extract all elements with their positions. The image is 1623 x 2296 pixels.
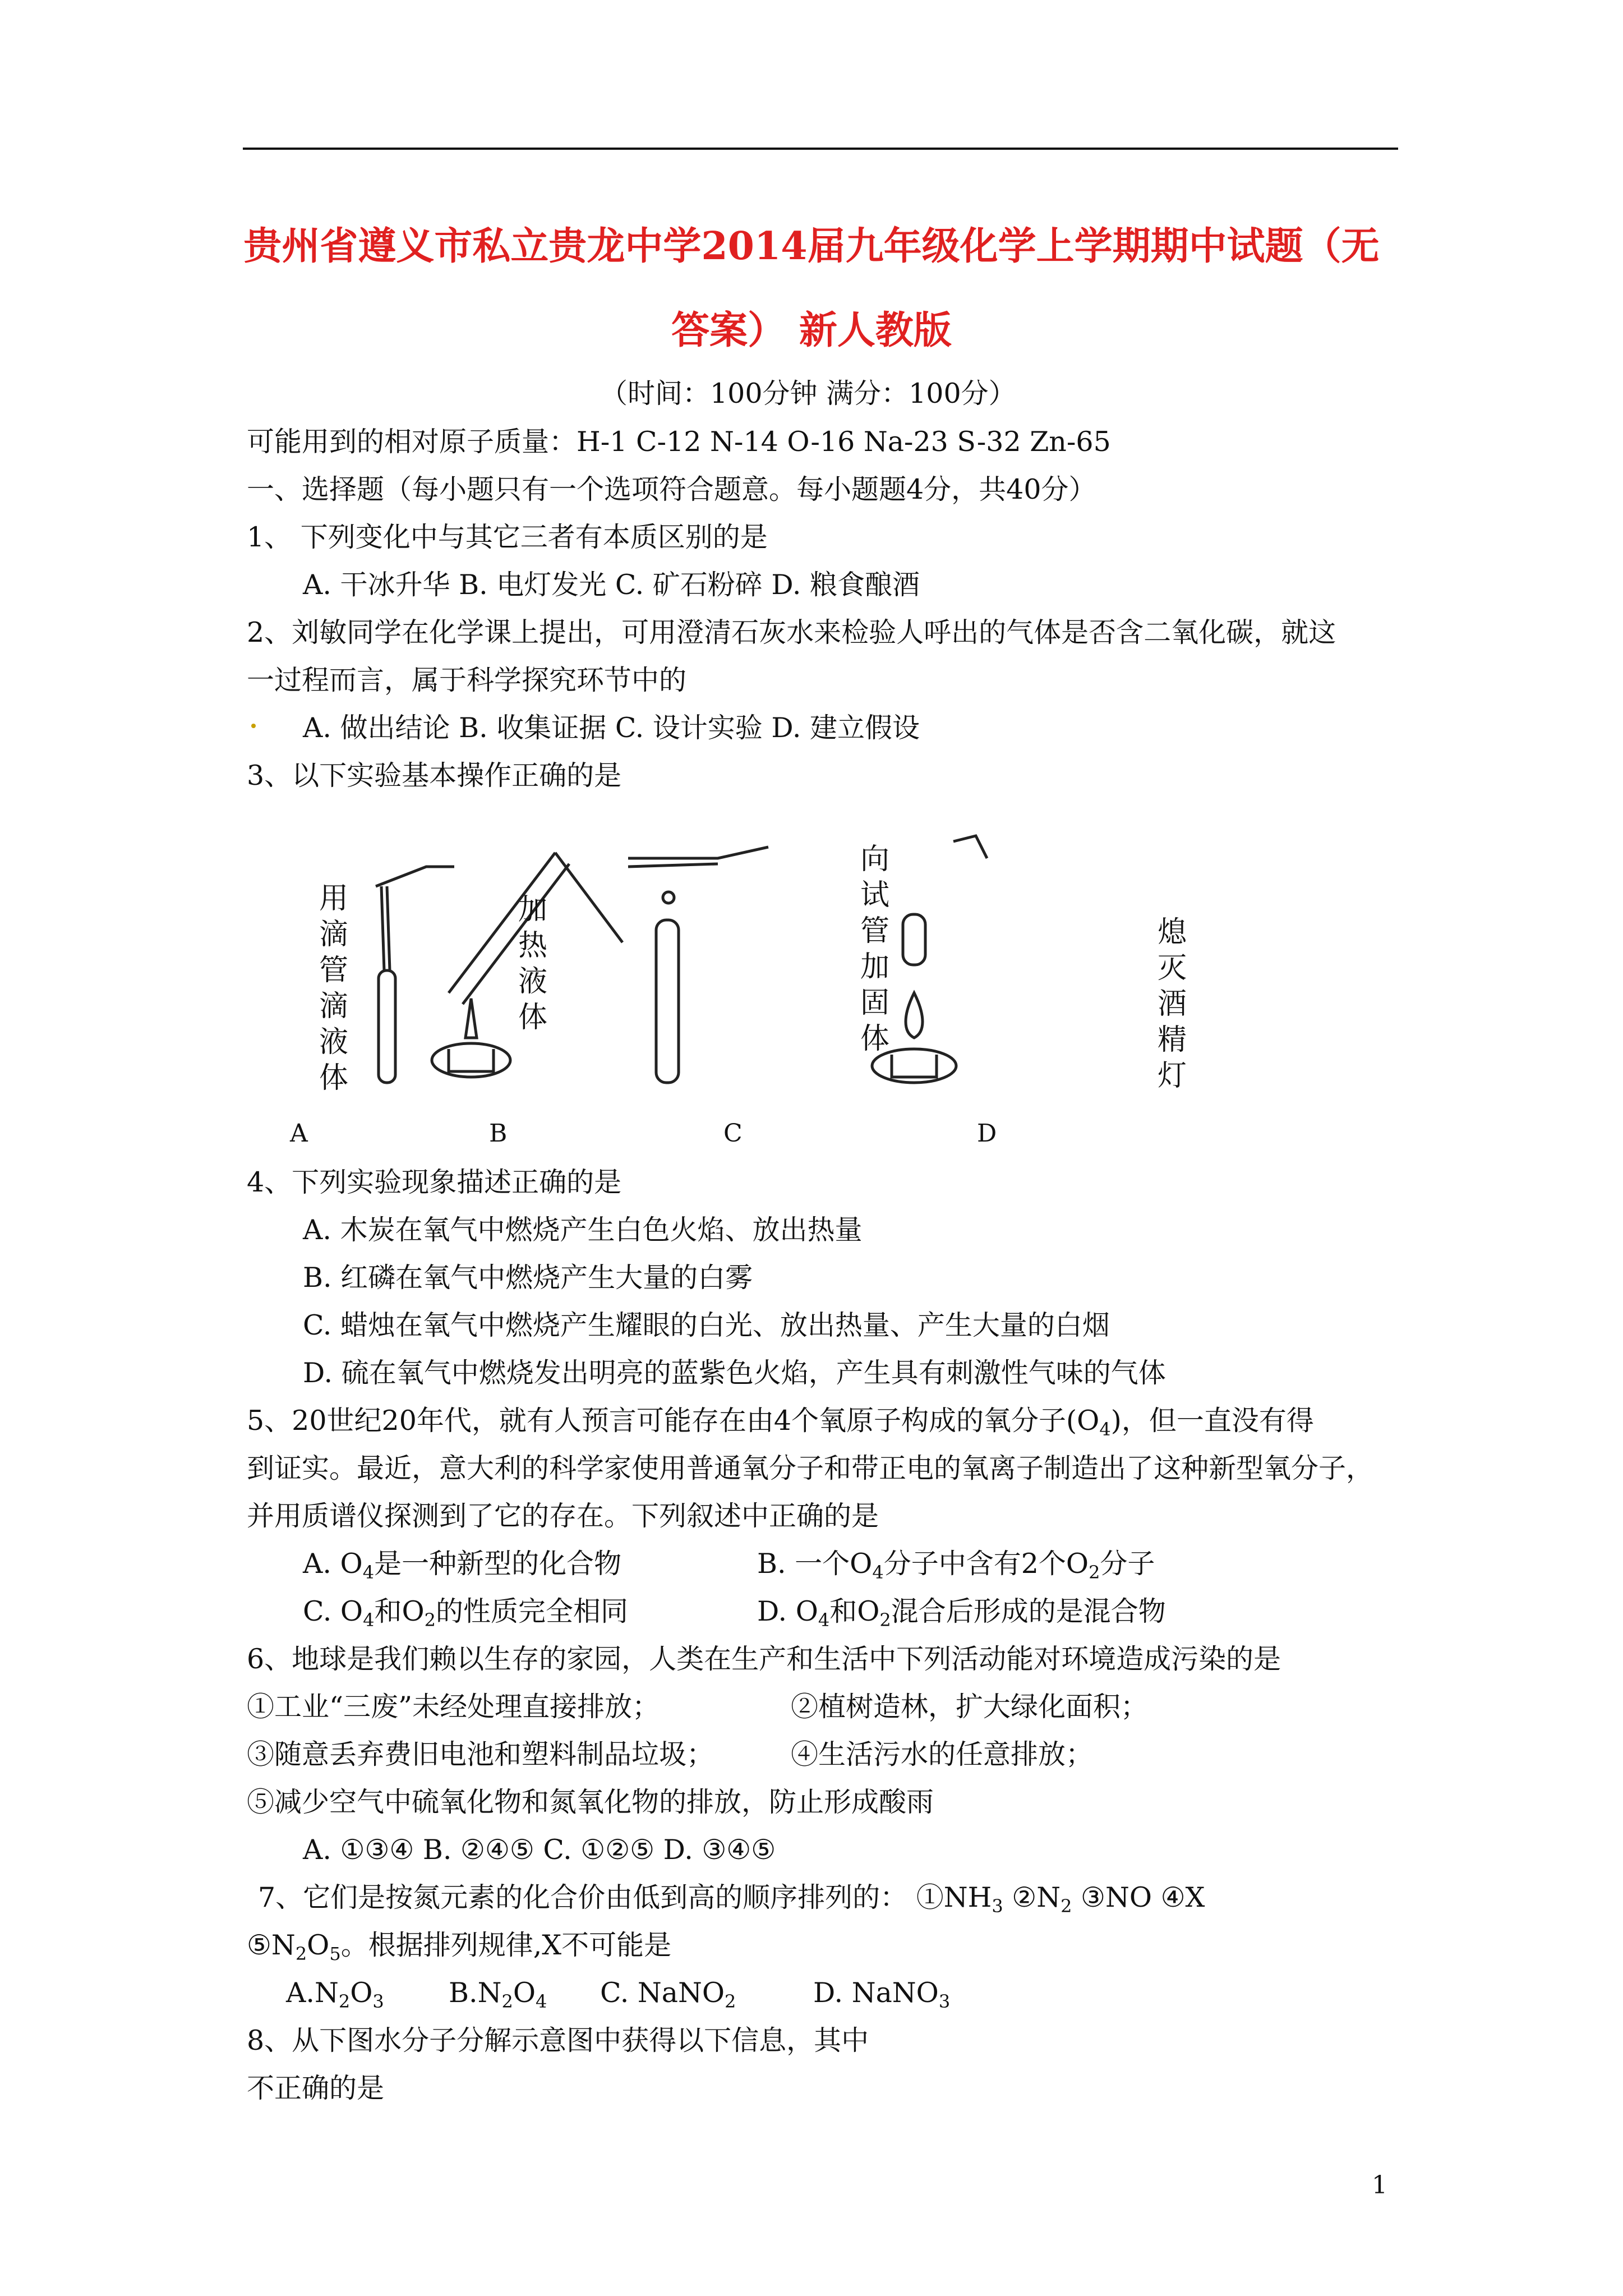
fig-label-b: B (489, 1119, 508, 1148)
q5-a-text: A. O (303, 1548, 363, 1580)
q5-b-tail: 分子 (1100, 1548, 1155, 1580)
q7-l2-b: O (307, 1929, 330, 1961)
q7-option-b: $B.N_2O_4$ (449, 1977, 547, 2012)
fig-c-caption: 向试管加固体 (860, 843, 889, 1056)
page-number: 1 (1372, 2171, 1387, 2200)
fig-a-caption: 用滴管滴液体 (319, 882, 348, 1095)
q3-figure-drawing (264, 813, 1217, 1105)
q5-line-1: 5、20世纪20年代，就有人预言可能存在由4个氧原子构成的氧分子$(O_4)$，但一直没有得 (247, 1405, 1314, 1440)
q7-l1-b: ②N (1003, 1881, 1061, 1913)
q7-opt-a-1: A.N (286, 1977, 339, 2009)
q7-opt-b-1: B.N (449, 1977, 502, 2009)
q5-option-d: D. $O_4$和$O_2$混合后形成的是混合物 (757, 1595, 1166, 1631)
q4-option-c: C. 蜡烛在氧气中燃烧产生耀眼的白光、放出热量、产生大量的白烟 (303, 1309, 1110, 1341)
q7-l1-a: 7、它们是按氮元素的化合价由低到高的顺序排列的： ①NH (258, 1881, 992, 1913)
q7-l2-a: ⑤N (247, 1929, 296, 1961)
q6-item-1: ①工业“三废”未经处理直接排放； (247, 1691, 660, 1723)
q7-option-d: D. NaNO$_3$ (813, 1977, 951, 2012)
q5-l1-tail: )，但一直没有得 (1110, 1405, 1314, 1437)
atomic-masses: 可能用到的相对原子质量：H-1 C-12 N-14 O-16 Na-23 S-32 Zn-65 (247, 426, 1111, 458)
q6-item-5: ⑤减少空气中硫氧化物和氮氧化物的排放，防止形成酸雨 (247, 1786, 934, 1818)
q5-c-mid: 和O (374, 1595, 425, 1627)
q5-c-text: C. O (303, 1595, 363, 1627)
q6-item-2: ②植树造林，扩大绿化面积； (791, 1691, 1149, 1723)
q7-option-a: $A.N_2O_3$ (286, 1977, 384, 2012)
q8-line-2: 不正确的是 (247, 2072, 385, 2104)
q5-option-a: A. $O_4$是一种新型的化合物 (303, 1548, 622, 1583)
q3-figure (264, 813, 1217, 1105)
q5-line-2: 到证实。最近，意大利的科学家使用普通氧分子和带正电的氧离子制造出了这种新型氧分子， (247, 1452, 1374, 1484)
q7-opt-b-2: O (513, 1977, 536, 2009)
title-line-1: 贵州省遵义市私立贵龙中学2014届九年级化学上学期期中试题（无 (243, 224, 1380, 269)
q5-b-text: B. 一个O (757, 1548, 873, 1580)
q1-stem: 1、 下列变化中与其它三者有本质区别的是 (247, 521, 768, 553)
fig-b-caption: 加热液体 (518, 893, 547, 1034)
q7-l1-c: ③NO ④X (1072, 1881, 1205, 1913)
q6-stem: 6、地球是我们赖以生存的家园，人类在生产和生活中下列活动能对环境造成污染的是 (247, 1643, 1281, 1675)
q4-option-a: A. 木炭在氧气中燃烧产生白色火焰、放出热量 (303, 1214, 863, 1246)
q1-options: A. 干冰升华 B. 电灯发光 C. 矿石粉碎 D. 粮食酿酒 (303, 569, 920, 601)
q4-stem: 4、下列实验现象描述正确的是 (247, 1166, 622, 1198)
fig-d-caption: 熄灭酒精灯 (1157, 915, 1187, 1093)
q6-item-4: ④生活污水的任意排放； (791, 1738, 1094, 1770)
q7-option-c: C. NaNO$_2$ (600, 1977, 736, 2012)
q7-line-1: 7、它们是按氮元素的化合价由低到高的顺序排列的： $①NH_3$ $②N_2$ ③NO ④X (258, 1881, 1205, 1917)
q5-c-tail: 的性质完全相同 (435, 1595, 628, 1627)
q4-option-b: B. 红磷在氧气中燃烧产生大量的白雾 (303, 1262, 753, 1294)
q4-option-d: D. 硫在氧气中燃烧发出明亮的蓝紫色火焰，产生具有刺激性气味的气体 (303, 1357, 1166, 1389)
q5-b-mid: 分子中含有2个O (883, 1548, 1089, 1580)
q5-option-c: C. $O_4$和$O_2$的性质完全相同 (303, 1595, 628, 1631)
fig-label-a: A (290, 1119, 308, 1148)
q5-d-text: D. O (757, 1595, 818, 1627)
top-rule (243, 148, 1398, 150)
stray-dot (251, 724, 256, 728)
q5-d-mid: 和O (829, 1595, 880, 1627)
q2-stem-a: 2、刘敏同学在化学课上提出，可用澄清石灰水来检验人呼出的气体是否含二氧化碳，就这 (247, 616, 1336, 648)
q7-opt-d-1: D. NaNO (813, 1977, 939, 2009)
title-line-2: 答案） 新人教版 (671, 308, 952, 353)
fig-label-d: D (977, 1119, 997, 1148)
q5-l1-text: 5、20世纪20年代，就有人预言可能存在由4个氧原子构成的氧分子(O (247, 1405, 1100, 1437)
q5-d-tail: 混合后形成的是混合物 (891, 1595, 1166, 1627)
q3-stem: 3、以下实验基本操作正确的是 (247, 760, 622, 792)
q7-opt-c-1: C. NaNO (600, 1977, 725, 2009)
fig-label-c: C (723, 1119, 743, 1148)
q2-stem-b: 一过程而言，属于科学探究环节中的 (247, 664, 687, 696)
q2-options: A. 做出结论 B. 收集证据 C. 设计实验 D. 建立假设 (303, 712, 920, 744)
time-info: （时间：100分钟 满分：100分） (600, 378, 1016, 409)
section-heading: 一、选择题（每小题只有一个选项符合题意。每小题题4分，共40分） (247, 473, 1096, 505)
q7-l2-c: 。根据排列规律,X不可能是 (340, 1929, 672, 1961)
q7-line-2: $⑤N_2O_5$。根据排列规律,X不可能是 (247, 1929, 672, 1964)
q8-line-1: 8、从下图水分子分解示意图中获得以下信息，其中 (247, 2024, 869, 2056)
q5-a-tail: 是一种新型的化合物 (374, 1548, 622, 1580)
q6-options: A. ①③④ B. ②④⑤ C. ①②⑤ D. ③④⑤ (303, 1834, 776, 1866)
q5-line-3: 并用质谱仪探测到了它的存在。下列叙述中正确的是 (247, 1500, 879, 1532)
q6-item-3: ③随意丢弃费旧电池和塑料制品垃圾； (247, 1738, 714, 1770)
q5-option-b: B. 一个$O_4$分子中含有2个$O_2$分子 (757, 1548, 1155, 1583)
q7-opt-a-2: O (350, 1977, 373, 2009)
